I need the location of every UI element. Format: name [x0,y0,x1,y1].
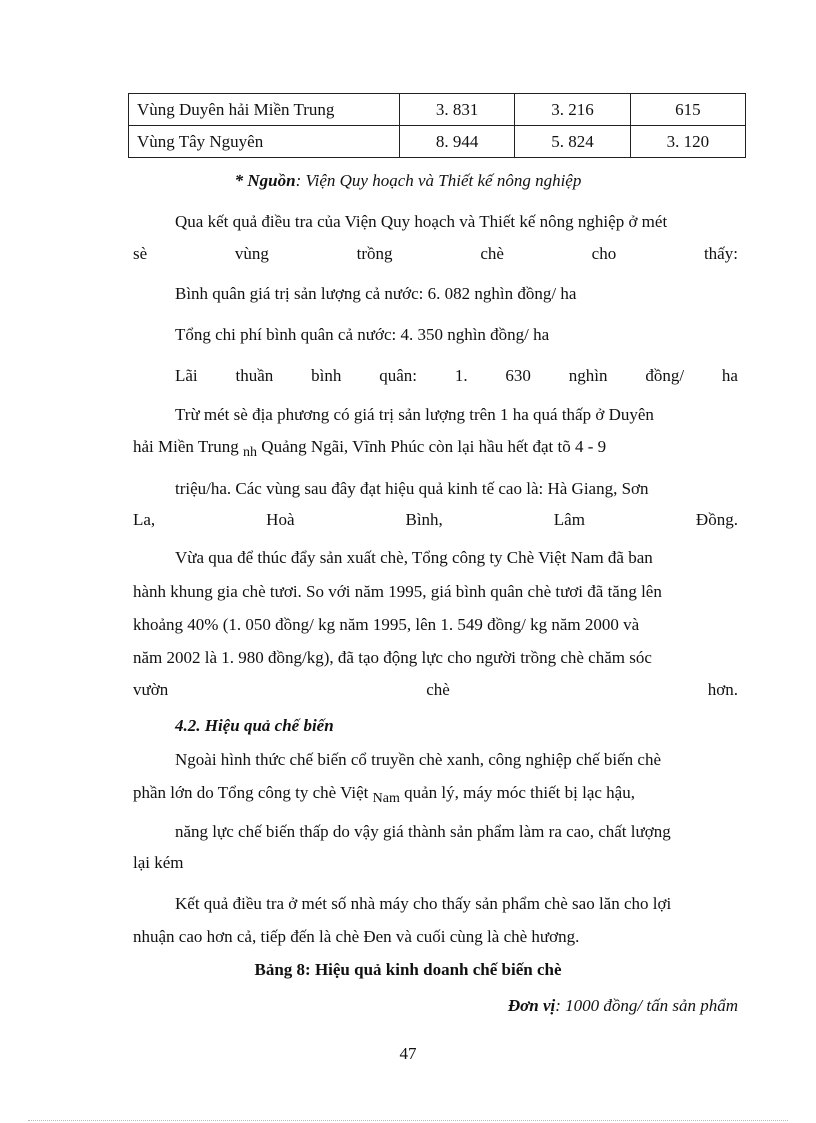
word: hơn. [707,680,738,699]
paragraph-line: hành khung gia chè tươi. So với năm 1995, giá bình quân chè tươi đã tăng lên [133,582,662,601]
source-label: * Nguồn [234,171,296,190]
value-cell: 8. 944 [400,126,515,158]
word: nghìn [568,366,608,385]
paragraph-line: năng lực chế biến thấp do vậy giá thành sản phẩm làm ra cao, chất lượng [175,822,671,841]
word: 1. [454,366,468,385]
value-cell: 3. 120 [630,126,745,158]
paragraph-line: lại kém [133,853,184,872]
value-cell: 3. 216 [515,94,630,126]
paragraph-line: năm 2002 là 1. 980 đồng/kg), đã tạo động lực cho người trồng chè chăm sóc [133,648,652,667]
paragraph-line [133,783,635,806]
value-cell: 5. 824 [515,126,630,158]
text-segment: quản lý, máy móc thiết bị lạc hậu, [404,783,635,802]
regional-table [128,93,746,158]
paragraph-line [133,437,607,460]
section-heading: 4.2. Hiệu quả chế biến [175,716,334,735]
unit-text: : 1000 đồng/ tấn sản phẩm [555,996,738,1015]
stat-line: Tổng chi phí bình quân cả nước: 4. 350 nghìn đồng/ ha [175,325,550,344]
word: Đồng. [695,510,738,529]
word: Bình, [405,510,443,529]
unit-note [508,996,738,1016]
text-segment: Nam [372,791,400,806]
paragraph-line: Qua kết quả điều tra của Viện Quy hoạch và Thiết kế nông nghiệp ở mét [175,212,668,231]
word: Lãi [175,366,198,385]
word: cho [591,244,617,263]
word: quân: [379,366,417,385]
table-row [129,126,746,158]
source-note [0,171,816,191]
page-divider [28,1120,788,1121]
word: thấy: [703,244,738,263]
value-cell: 615 [630,94,745,126]
word: La, [133,510,156,529]
word: chè [480,244,504,263]
paragraph-line: khoảng 40% (1. 050 đồng/ kg năm 1995, lên 1. 549 đồng/ kg năm 2000 và [133,615,640,634]
paragraph-line: nhuận cao hơn cả, tiếp đến là chè Đen và cuối cùng là chè hương. [133,927,580,946]
justified-line [133,510,738,530]
paragraph-line: Kết quả điều tra ở mét số nhà máy cho thấy sản phẩm chè sao lăn cho lợi [175,894,672,913]
word: 630 [505,366,531,385]
page-number: 47 [399,1044,417,1063]
word: đồng/ [645,366,685,385]
justified-line [175,366,738,386]
justified-line [133,680,738,700]
word: thuần [235,366,274,385]
table-row [129,94,746,126]
paragraph-line: Ngoài hình thức chế biến cổ truyền chè xanh, công nghiệp chế biến chè [175,750,661,769]
word: Hoà [266,510,295,529]
word: trồng [356,244,393,263]
region-cell: Vùng Tây Nguyên [129,126,400,158]
word: sè [133,244,148,263]
paragraph-line: triệu/ha. Các vùng sau đây đạt hiệu quả kinh tế cao là: Hà Giang, Sơn [175,479,649,498]
region-cell: Vùng Duyên hải Miền Trung [129,94,400,126]
text-segment: nh [243,445,258,460]
source-text: : Viện Quy hoạch và Thiết kế nông nghiệp [295,171,582,190]
text-segment: hải Miền Trung [133,437,239,456]
word: bình [311,366,342,385]
stat-line: Bình quân giá trị sản lượng cả nước: 6. 082 nghìn đồng/ ha [175,284,577,303]
word: Lâm [553,510,585,529]
value-cell: 3. 831 [400,94,515,126]
table-title: Bảng 8: Hiệu quả kinh doanh chế biến chè [254,960,562,979]
word: ha [721,366,738,385]
paragraph-line: Trừ mét sè địa phương có giá trị sản lượng trên 1 ha quá thấp ở Duyên [175,405,654,424]
word: vườn [133,680,169,699]
text-segment: Quảng Ngãi, Vĩnh Phúc còn lại hầu hết đạt tõ 4 - 9 [261,437,607,456]
text-segment: phần lớn do Tổng công ty chè Việt [133,783,369,802]
justified-line [133,244,738,264]
paragraph-line: Vừa qua để thúc đẩy sản xuất chè, Tổng công ty Chè Việt Nam đã ban [175,548,653,567]
unit-label: Đơn vị [507,996,556,1015]
word: vùng [234,244,269,263]
word: chè [426,680,450,699]
